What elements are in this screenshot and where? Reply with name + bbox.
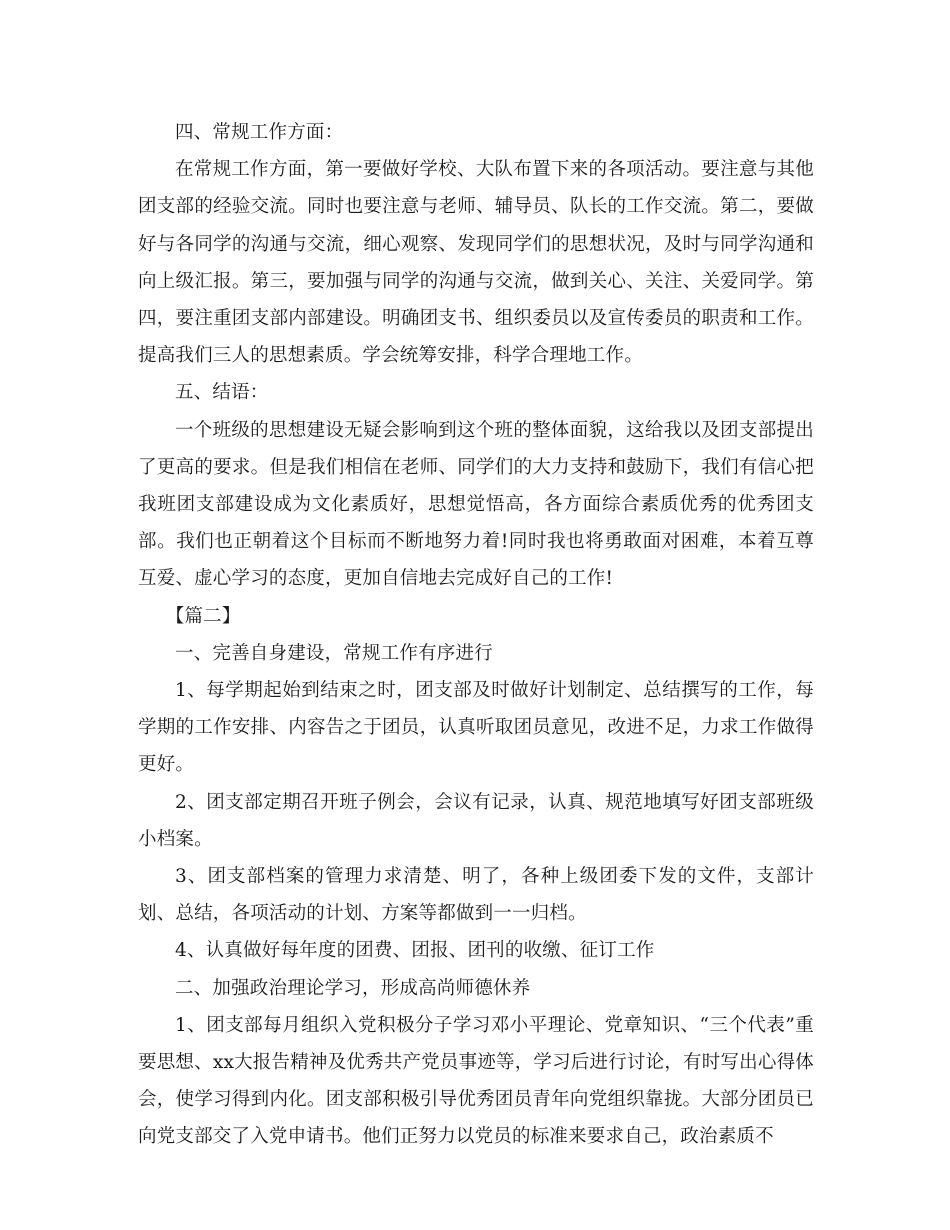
paragraph-routine-work: 在常规工作方面，第一要做好学校、大队布置下来的各项活动。要注意与其他团支部的经验交流。同时也要注意与老师、辅导员、队长的工作交流。第二，要做好与各同学的沟通与交流，细心观察、发现同学们的思想状况，及时与同学沟通和向上级汇报。第三，要加强与同学的沟通与交流，做到关心、关注、关爱同学。第四，要注重团支部内部建设。明确团支书、组织委员以及宣传委员的职责和工作。提高我们三人的思想素质。学会统筹安排，科学合理地工作。 [138,159,814,367]
list-item-archives: 3、团支部档案的管理力求清楚、明了，各种上级团委下发的文件，支部计划、总结，各项活动的计划、方案等都做到一一归档。 [138,866,814,925]
list-item-monthly-study: 1、团支部每月组织入党积极分子学习邓小平理论、党章知识、“三个代表”重要思想、xx大报告精神及优秀共产党员事迹等，学习后进行讨论，有时写出心得体会，使学习得到内化。团支部积极引导优秀团员青年向党组织靠拢。大部分团员已向党支部交了入党申请书。他们正努力以党员的标准来要求自己，政治素质不 [138,1014,814,1148]
chapter-heading-part-two: 【篇二】 [165,605,241,627]
section-heading-routine-work: 四、常规工作方面： [175,122,344,143]
section-heading-political-study: 二、加强政治理论学习，形成高尚师德休养 [175,977,531,999]
list-item-planning: 1、每学期起始到结束之时，团支部及时做好计划制定、总结撰写的工作，每学期的工作安排、内容告之于团员，认真听取团员意见，改进不足，力求工作做得更好。 [138,680,814,776]
list-item-fees: 4、认真做好每年度的团费、团报、团刊的收缴、征订工作 [175,940,655,962]
section-heading-conclusion: 五、结语： [175,382,269,404]
list-item-meetings: 2、团支部定期召开班子例会，会议有记录，认真、规范地填写好团支部班级小档案。 [138,791,814,850]
section-heading-self-building: 一、完善自身建设，常规工作有序进行 [175,642,493,664]
document-body [138,114,814,1156]
paragraph-conclusion: 一个班级的思想建设无疑会影响到这个班的整体面貌，这给我以及团支部提出了更高的要求。但是我们相信在老师、同学们的大力支持和鼓励下，我们有信心把我班团支部建设成为文化素质好，思想觉悟高，各方面综合素质优秀的优秀团支部。我们也正朝着这个目标而不断地努力着!同时我也将勇敢面对困难，本着互尊互爱、虚心学习的态度，更加自信地去完成好自己的工作! [138,419,814,590]
